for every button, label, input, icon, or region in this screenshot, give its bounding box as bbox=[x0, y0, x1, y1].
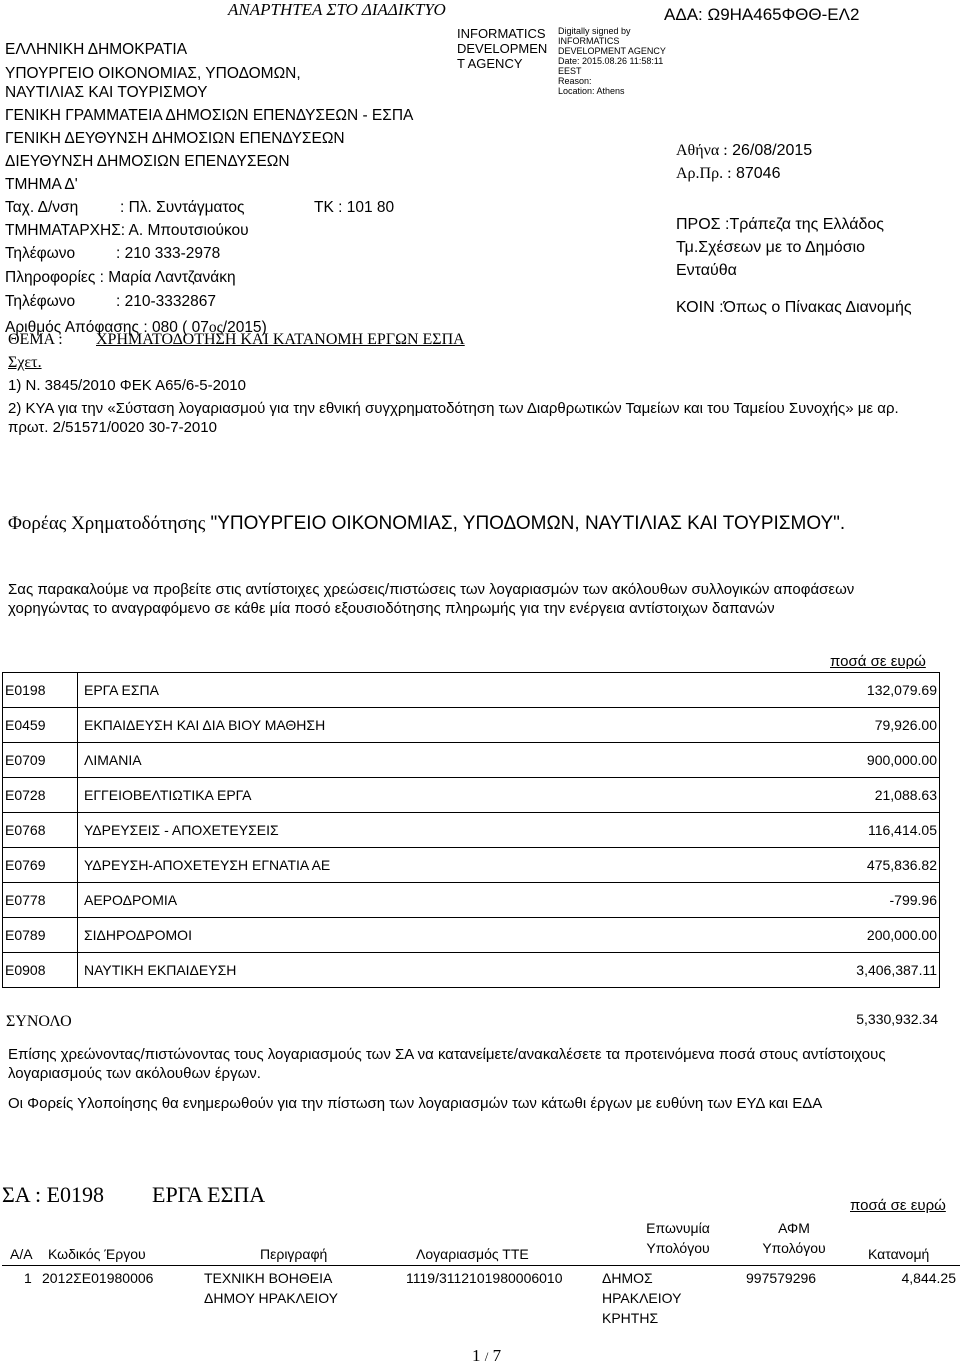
account-amount: 21,088.63 bbox=[775, 778, 940, 813]
allocation-paragraph: Επίσης χρεώνοντας/πιστώνοντας τους λογαριασμούς των ΣΑ να κατανείμετε/ανακαλέσετε τα προτεινόμενα ποσά στους αντίστοιχους λογαριασμούς των ακόλουθων έργων. bbox=[8, 1046, 886, 1082]
signature-line: DEVELOPMENT AGENCY bbox=[558, 46, 666, 56]
row-code: 2012ΣΕ01980006 bbox=[42, 1270, 154, 1286]
row-name-line: ΔΗΜΟΣ bbox=[602, 1270, 653, 1286]
address-value: : Πλ. Συντάγματος bbox=[120, 199, 245, 216]
agency-line: T AGENCY bbox=[457, 56, 523, 71]
reference-2: 2) ΚΥΑ για την «Σύσταση λογαριασμού για την εθνική συγχρηματοδότηση των Διαρθρωτικών Ταμείων και του Ταμείου Συνοχής» με αρ. πρωτ. 2/51571/0020 30-7-2010 bbox=[8, 400, 899, 436]
account-amount: 132,079.69 bbox=[775, 673, 940, 708]
contact-info: Πληροφορίες : Μαρία Λαντζανάκη bbox=[5, 269, 236, 286]
sender-line: ΔΙΕΥΘΥΝΣΗ ΔΗΜΟΣΙΩΝ ΕΠΕΝΔΥΣΕΩΝ bbox=[5, 153, 290, 170]
page-number bbox=[472, 1346, 501, 1366]
account-description: ΕΚΠΑΙΔΕΥΣΗ ΚΑΙ ΔΙΑ ΒΙΟΥ ΜΑΘΗΣΗ bbox=[78, 708, 776, 743]
agency-stamp bbox=[457, 26, 547, 71]
amount-row bbox=[3, 918, 940, 953]
account-amount: 116,414.05 bbox=[775, 813, 940, 848]
recipient-to: ΠΡΟΣ :Τράπεζα της Ελλάδος bbox=[676, 216, 884, 233]
amount-row bbox=[3, 848, 940, 883]
decision-value: 080 bbox=[151, 319, 178, 336]
account-amount: 3,406,387.11 bbox=[775, 953, 940, 988]
account-code: Ε0769 bbox=[3, 848, 78, 883]
date-line bbox=[676, 142, 812, 160]
account-description: ΣΙΔΗΡΟΔΡΟΜΟΙ bbox=[78, 918, 776, 953]
header-divider bbox=[2, 1265, 960, 1266]
amount-row bbox=[3, 778, 940, 813]
sender-line: ΥΠΟΥΡΓΕΙΟ ΟΙΚΟΝΟΜΙΑΣ, ΥΠΟΔΟΜΩΝ, bbox=[5, 65, 301, 82]
row-alloc: 4,844.25 bbox=[901, 1270, 956, 1286]
account-code: Ε0778 bbox=[3, 883, 78, 918]
department-head: ΤΜΗΜΑΤΑΡΧΗΣ: Α. Μπουτσιούκου bbox=[5, 222, 249, 239]
agency-line: INFORMATICS bbox=[457, 26, 546, 41]
sa-name: ΕΡΓΑ ΕΣΠΑ bbox=[152, 1182, 266, 1207]
sender-line: ΤΜΗΜΑ Δ' bbox=[5, 176, 78, 193]
city-label: Αθήνα : bbox=[676, 142, 728, 159]
reference-1: 1) Ν. 3845/2010 ΦΕΚ Α65/6-5-2010 bbox=[8, 377, 246, 394]
total-value: 5,330,932.34 bbox=[856, 1011, 938, 1027]
phone2-value: : 210-3332867 bbox=[116, 293, 216, 310]
signature-line: INFORMATICS bbox=[558, 36, 620, 46]
sender-line: ΕΛΛΗΝΙΚΗ ΔΗΜΟΚΡΑΤΙΑ bbox=[5, 41, 188, 58]
account-code: Ε0789 bbox=[3, 918, 78, 953]
row-name-line: ΗΡΑΚΛΕΙΟΥ bbox=[602, 1290, 682, 1306]
signature-line: Date: 2015.08.26 11:58:11 bbox=[558, 56, 664, 66]
recipient-here: Ενταύθα bbox=[676, 262, 737, 279]
col-header-name: Επωνυμία Υπολόγου bbox=[646, 1220, 710, 1256]
row-aa: 1 bbox=[24, 1270, 32, 1286]
account-description: ΥΔΡΕΥΣΕΙΣ - ΑΠΟΧΕΤΕΥΣΕΙΣ bbox=[78, 813, 776, 848]
recipient-cc: ΚΟΙΝ :Όπως ο Πίνακας Διανομής bbox=[676, 299, 912, 316]
phone1-label: Τηλέφωνο bbox=[5, 245, 76, 262]
references-label: Σχετ. bbox=[8, 354, 42, 371]
digital-signature bbox=[558, 26, 666, 96]
signature-line: Digitally signed by bbox=[558, 26, 631, 36]
col-header-code: Κωδικός Έργου bbox=[48, 1246, 146, 1262]
decision-year: /2015 bbox=[222, 319, 262, 336]
ref-label: Αρ.Πρ. : bbox=[676, 165, 732, 182]
account-code: Ε0908 bbox=[3, 953, 78, 988]
ref-value: 87046 bbox=[735, 165, 781, 182]
total-label: ΣΥΝΟΛΟ bbox=[6, 1013, 72, 1030]
ada-code: ΑΔΑ: Ω9ΗΑ465ΦΘΘ-ΕΛ2 bbox=[664, 5, 860, 24]
funder-name: "ΥΠΟΥΡΓΕΙΟ ΟΙΚΟΝΟΜΙΑΣ, ΥΠΟΔΟΜΩΝ, ΝΑΥΤΙΛΙΑΣ ΚΑΙ ΤΟΥΡΙΣΜΟΥ". bbox=[210, 513, 846, 534]
account-description: ΝΑΥΤΙΚΗ ΕΚΠΑΙΔΕΥΣΗ bbox=[78, 953, 776, 988]
decision-paren-open: ( bbox=[182, 319, 188, 336]
document-date: 26/08/2015 bbox=[732, 142, 813, 159]
funding-body bbox=[8, 512, 948, 536]
sender-line: ΓΕΝΙΚΗ ΓΡΑΜΜΑΤΕΙΑ ΔΗΜΟΣΙΩΝ ΕΠΕΝΔΥΣΕΩΝ - ΕΣΠΑ bbox=[5, 107, 414, 124]
page-total: 7 bbox=[492, 1346, 502, 1365]
row-desc-line: ΤΕΧΝΙΚΗ ΒΟΗΘΕΙΑ bbox=[204, 1270, 333, 1286]
sender-line: ΝΑΥΤΙΛΙΑΣ ΚΑΙ ΤΟΥΡΙΣΜΟΥ bbox=[5, 84, 208, 101]
ref-line bbox=[676, 165, 780, 183]
account-description: ΕΡΓΑ ΕΣΠΑ bbox=[78, 673, 776, 708]
funder-label: Φορέας Χρηματοδότησης bbox=[8, 513, 206, 534]
account-amount: -799.96 bbox=[775, 883, 940, 918]
amount-row bbox=[3, 743, 940, 778]
decision-label: Αριθμός Απόφασης : bbox=[5, 319, 148, 336]
page-separator: / bbox=[484, 1349, 489, 1364]
phone2-label: Τηλέφωνο bbox=[5, 293, 76, 310]
row-name-line: ΚΡΗΤΗΣ bbox=[602, 1310, 659, 1326]
amount-row bbox=[3, 883, 940, 918]
account-description: ΛΙΜΑΝΙΑ bbox=[78, 743, 776, 778]
amounts-table bbox=[2, 672, 940, 988]
sa-amounts-header: ποσά σε ευρώ bbox=[850, 1197, 946, 1214]
row-account: 1119/3112101980006010 bbox=[406, 1270, 563, 1286]
decision-num: 07 bbox=[191, 319, 209, 336]
agency-line: DEVELOPMEN bbox=[457, 41, 548, 56]
account-description: ΑΕΡΟΔΡΟΜΙΑ bbox=[78, 883, 776, 918]
amount-row bbox=[3, 813, 940, 848]
decision-suffix: ος bbox=[208, 319, 223, 336]
posted-banner: ΑΝΑΡΤΗΤΕΑ ΣΤΟ ΔΙΑΔΙΚΤΥΟ bbox=[228, 0, 446, 19]
amount-row bbox=[3, 708, 940, 743]
col-header-aa: Α/Α bbox=[10, 1246, 33, 1262]
sa-label: ΣΑ : Ε0198 bbox=[2, 1182, 105, 1207]
amounts-header: ποσά σε ευρώ bbox=[830, 653, 926, 670]
account-code: Ε0728 bbox=[3, 778, 78, 813]
account-description: ΥΔΡΕΥΣΗ-ΑΠΟΧΕΤΕΥΣΗ ΕΓΝΑΤΙΑ ΑΕ bbox=[78, 848, 776, 883]
account-code: Ε0459 bbox=[3, 708, 78, 743]
recipient-dept: Τμ.Σχέσεων με το Δημόσιο bbox=[676, 239, 866, 256]
address-label: Ταχ. Δ/νση bbox=[5, 199, 79, 216]
account-amount: 475,836.82 bbox=[775, 848, 940, 883]
request-paragraph: Σας παρακαλούμε να προβείτε στις αντίστοιχες χρεώσεις/πιστώσεις των λογαριασμών των ακόλουθων συλλογικών αποφάσεων χορηγώντας το αναγραφόμενο σε κάθε μία ποσό εξουσιοδότησης πληρωμής για την ενέργεια αντίστοιχων δαπανών bbox=[8, 581, 855, 617]
row-afm: 997579296 bbox=[746, 1270, 817, 1286]
col-header-alloc: Κατανομή bbox=[868, 1246, 930, 1262]
account-description: ΕΓΓΕΙΟΒΕΛΤΙΩΤΙΚΑ ΕΡΓΑ bbox=[78, 778, 776, 813]
col-header-account: Λογαριασμός ΤΤΕ bbox=[416, 1246, 529, 1262]
phone1-value: : 210 333-2978 bbox=[116, 245, 221, 262]
postcode: ΤΚ : 101 80 bbox=[314, 199, 395, 216]
account-code: Ε0198 bbox=[3, 673, 78, 708]
signature-line: Location: Athens bbox=[558, 86, 625, 96]
page-current: 1 bbox=[472, 1346, 481, 1365]
row-desc-line: ΔΗΜΟΥ ΗΡΑΚΛΕΙΟΥ bbox=[204, 1290, 338, 1306]
account-code: Ε0768 bbox=[3, 813, 78, 848]
signature-line: Reason: bbox=[558, 76, 592, 86]
subject-text: ΧΡΗΜΑΤΟΔΟΤΗΣΗ ΚΑΙ ΚΑΤΑΝΟΜΗ ΕΡΓΩΝ ΕΣΠΑ bbox=[96, 331, 465, 348]
account-amount: 900,000.00 bbox=[775, 743, 940, 778]
account-amount: 200,000.00 bbox=[775, 918, 940, 953]
amount-row bbox=[3, 953, 940, 988]
signature-line: EEST bbox=[558, 66, 582, 76]
amount-row bbox=[3, 673, 940, 708]
notification-paragraph: Οι Φορείς Υλοποίησης θα ενημερωθούν για την πίστωση των λογαριασμών των κάτωθι έργων με ευθύνη των ΕΥΔ και ΕΔΑ bbox=[8, 1095, 823, 1112]
sender-line: ΓΕΝΙΚΗ ΔΕΥΘΥΝΣΗ ΔΗΜΟΣΙΩΝ ΕΠΕΝΔΥΣΕΩΝ bbox=[5, 130, 345, 147]
account-code: Ε0709 bbox=[3, 743, 78, 778]
account-amount: 79,926.00 bbox=[775, 708, 940, 743]
decision-paren-close: ) bbox=[261, 319, 267, 336]
col-header-desc: Περιγραφή bbox=[260, 1246, 328, 1262]
col-header-afm: ΑΦΜ Υπολόγου bbox=[762, 1220, 826, 1256]
subject-label: ΘΕΜΑ : bbox=[8, 331, 63, 348]
